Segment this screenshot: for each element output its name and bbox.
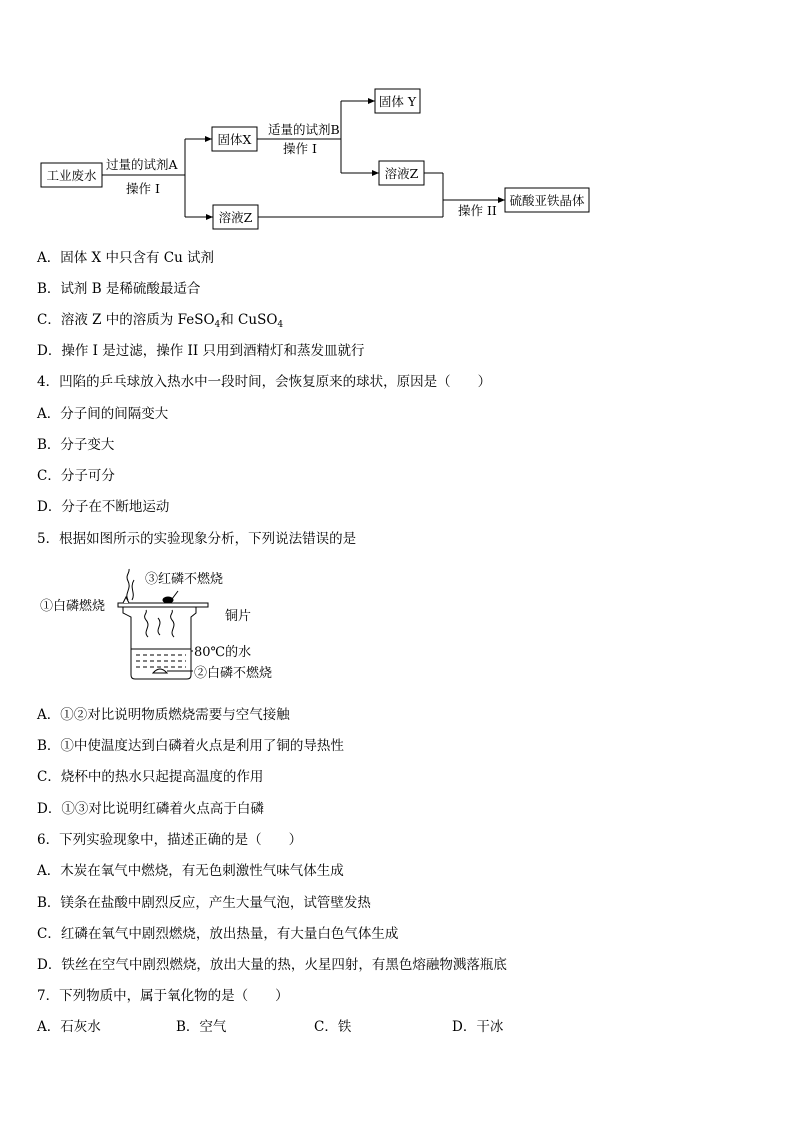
q5-option-a: A．①②对比说明物质燃烧需要与空气接触 bbox=[37, 707, 290, 723]
process-flowchart bbox=[0, 0, 794, 240]
q7-stem: 7．下列物质中，属于氧化物的是（ ） bbox=[37, 988, 289, 1004]
label-solid-y: 固体 Y bbox=[378, 94, 417, 109]
q3-option-c-text: C．溶液 Z 中的溶质为 FeSO bbox=[37, 312, 215, 328]
label-red-phosphorus-not-burning: ③红磷不燃烧 bbox=[145, 572, 224, 587]
label-operation-1a: 操作 I bbox=[126, 181, 160, 196]
q7-option-c: C．铁 bbox=[314, 1019, 352, 1035]
q6-stem: 6．下列实验现象中，描述正确的是（ ） bbox=[37, 832, 303, 848]
q4-option-a: A．分子间的间隔变大 bbox=[37, 406, 169, 422]
q5-option-b: B．①中使温度达到白磷着火点是利用了铜的导热性 bbox=[37, 738, 344, 754]
label-operation-1b: 操作 I bbox=[283, 141, 317, 156]
q3-option-b: B．试剂 B 是稀硫酸最适合 bbox=[37, 281, 201, 297]
q6-option-a: A．木炭在氧气中燃烧，有无色刺激性气味气体生成 bbox=[37, 863, 344, 879]
q5-stem: 5．根据如图所示的实验现象分析，下列说法错误的是 bbox=[37, 531, 357, 547]
q5-option-c: C．烧杯中的热水只起提高温度的作用 bbox=[37, 769, 264, 785]
q5-option-d: D．①③对比说明红磷着火点高于白磷 bbox=[37, 801, 264, 817]
label-white-phosphorus-burning: ①白磷燃烧 bbox=[40, 599, 106, 614]
label-reagent-b: 适量的试剂B bbox=[268, 122, 340, 137]
subscript: 4 bbox=[214, 320, 221, 330]
label-solution-z-bottom: 溶液Z bbox=[218, 210, 253, 225]
q7-option-b: B．空气 bbox=[176, 1019, 227, 1035]
q7-options bbox=[37, 1018, 557, 1036]
label-operation-2: 操作 II bbox=[458, 203, 497, 218]
q4-option-b: B．分子变大 bbox=[37, 437, 115, 453]
label-copper-sheet: 铜片 bbox=[225, 609, 252, 624]
label-white-phosphorus-not-burning: ②白磷不燃烧 bbox=[194, 666, 273, 681]
q7-option-a: A．石灰水 bbox=[37, 1019, 101, 1035]
q4-option-c: C．分子可分 bbox=[37, 468, 115, 484]
q6-option-c: C．红磷在氧气中剧烈燃烧，放出热量，有大量白色气体生成 bbox=[37, 926, 399, 942]
combustion-experiment-diagram bbox=[30, 565, 330, 695]
label-ferrous-sulfate-crystal: 硫酸亚铁晶体 bbox=[509, 193, 585, 208]
q3-option-c-text-2: 和 CuSO bbox=[220, 312, 278, 328]
label-solution-z-top: 溶液Z bbox=[384, 166, 419, 181]
label-industrial-wastewater: 工业废水 bbox=[46, 168, 97, 183]
q3-option-d: D．操作 I 是过滤，操作 II 只用到酒精灯和蒸发皿就行 bbox=[37, 343, 365, 359]
q4-stem: 4．凹陷的乒乓球放入热水中一段时间，会恢复原来的球状，原因是（ ） bbox=[37, 374, 492, 390]
subscript: 4 bbox=[277, 320, 284, 330]
label-solid-x: 固体X bbox=[217, 132, 252, 147]
label-reagent-a: 过量的试剂A bbox=[106, 157, 178, 172]
label-hot-water: 80℃的水 bbox=[194, 645, 252, 660]
q4-option-d: D．分子在不断地运动 bbox=[37, 499, 170, 515]
q6-option-b: B．镁条在盐酸中剧烈反应，产生大量气泡，试管壁发热 bbox=[37, 895, 371, 911]
q3-option-c bbox=[37, 311, 283, 334]
q3-option-a: A．固体 X 中只含有 Cu 试剂 bbox=[37, 250, 215, 266]
q7-option-d: D．干冰 bbox=[452, 1019, 504, 1035]
q6-option-d: D．铁丝在空气中剧烈燃烧，放出大量的热，火星四射，有黑色熔融物溅落瓶底 bbox=[37, 957, 507, 973]
